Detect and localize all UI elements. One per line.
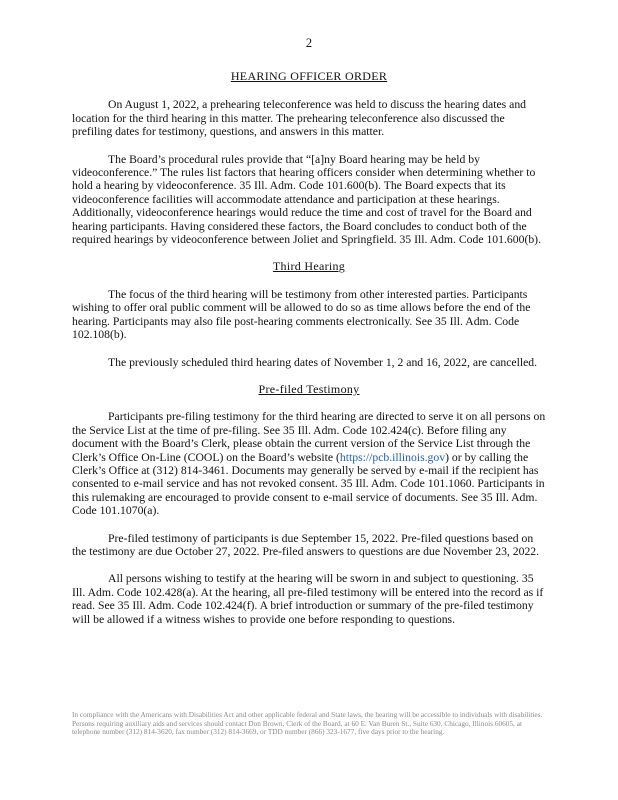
prefiled-paragraph-2: Pre-filed testimony of participants is due September 15, 2022. Pre-filed questions based on the testimony are due October 27, 2022. Pre-filed answers to questions are due November 23, 2022. (72, 531, 540, 558)
document-body (72, 70, 546, 640)
prefiled-paragraph-1-end: ) or by calling the Clerk’s Office at (312) 814-3461. Documents may generally be served by e-mail if the recipient has consented to e-mail service and has not revoked consent. 35 Ill. Adm. Code 101.1060. Participants in this rulemaking are encouraged to provide consent to e-mail service of documents. See 35 Ill. Adm. Code 101.1070(a). (72, 450, 545, 518)
third-hearing-paragraph-1: The focus of the third hearing will be testimony from other interested parties. Participants wishing to offer oral public comment will be allowed to do so as time allows before the end of the hearing. Participants may also file post-hearing comments electronically. See 35 Ill. Adm. Code 102.108(b). (72, 287, 531, 342)
page-number: 2 (305, 36, 313, 50)
prefiled-paragraph-1 (72, 410, 546, 517)
order-heading: HEARING OFFICER ORDER (230, 69, 388, 83)
board-website-link[interactable]: https://pcb.illinois.gov (339, 450, 446, 464)
accessibility-footer-note: In compliance with the Americans with Disabilities Act and other applicable federal and State laws, the hearing will be accessible to individuals with disabilities. Persons requiring auxiliary aids and services should contact Don Brown, Clerk of the Board, at 60 E. Van Buren St., Suite 630, Chicago, Illinois 60605, at telephone number (312) 814-3620, fax number (312) 814-3669, or TDD number (866) 323-1677, five days prior to the hearing. (72, 710, 543, 737)
intro-paragraph-1: On August 1, 2022, a prehearing teleconference was held to discuss the hearing dates and location for the third hearing in this matter. The prehearing teleconference also discussed the prefiling dates for testimony, questions, and answers in this matter. (72, 98, 527, 139)
prefiled-testimony-heading: Pre-filed Testimony (258, 381, 360, 396)
intro-paragraph-2: The Board’s procedural rules provide that “[a]ny Board hearing may be held by videoconference.” The rules list factors that hearing officers consider when determining whether to hold a hearing by videoconference. 35 Ill. Adm. Code 101.600(b). The Board expects that its videoconference facilities will accommodate attendance and participation at these hearings. Additionally, videoconference hearings would reduce the time and cost of travel for the Board and hearing participants. Having considered these factors, the Board concludes to conduct both of the required hearings by videoconference between Joliet and Springfield. 35 Ill. Adm. Code 101.600(b). (72, 152, 541, 247)
prefiled-paragraph-1-start: Participants pre-filing testimony for the third hearing are directed to serve it on all persons on the Service List at the time of pre-filing. See 35 Ill. Adm. Code 102.424(c). Before filing any document with the Board’s Clerk, please obtain the current version of the Service List through the Clerk’s Office On-Line (COOL) on the Board’s website ( (72, 410, 546, 464)
third-hearing-paragraph-2: The previously scheduled third hearing dates of November 1, 2 and 16, 2022, are cancelled. (108, 355, 538, 369)
third-hearing-heading: Third Hearing (272, 259, 346, 274)
prefiled-paragraph-3: All persons wishing to testify at the hearing will be sworn in and subject to questioning. 35 Ill. Adm. Code 102.428(a). At the hearing, all pre-filed testimony will be entered into the record as if read. See 35 Ill. Adm. Code 102.424(f). A brief introduction or summary of the pre-filed testimony will be allowed if a witness wishes to provide one before responding to questions. (72, 572, 544, 626)
